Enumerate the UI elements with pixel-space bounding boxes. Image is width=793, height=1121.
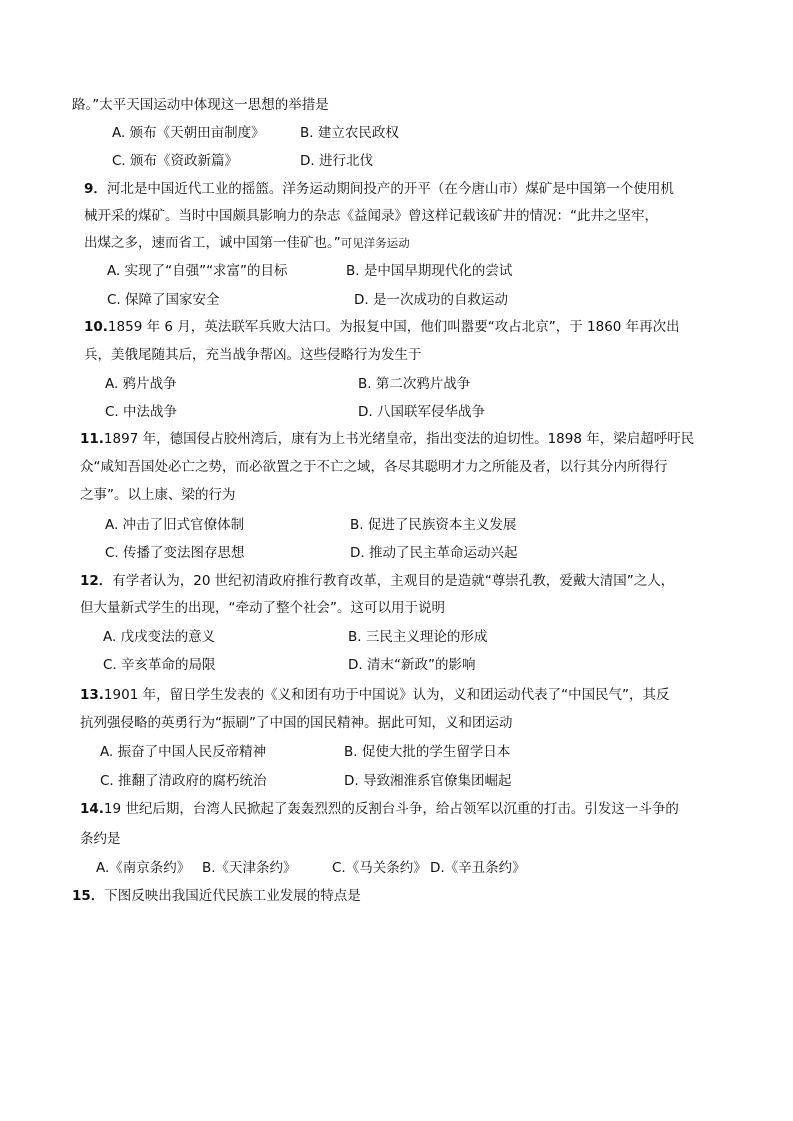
q9-stem-line1	[84, 180, 674, 198]
q8-option-c: C. 颁布《资政新篇》	[112, 153, 239, 169]
q11-option-a: A. 冲击了旧式官僚体制	[105, 517, 245, 533]
q12-option-c: C. 辛亥革命的局限	[103, 657, 216, 673]
q11-number: 11.	[80, 431, 104, 447]
q14-line1-text: 19 世纪后期，台湾人民掀起了轰轰烈烈的反割台斗争，给占领军以沉重的打击。引发这一斗争的	[103, 801, 679, 817]
q8-option-d: D. 进行北伐	[300, 153, 373, 169]
q9-option-a: A. 实现了“自强”“求富”的目标	[107, 263, 288, 279]
q13-option-d: D. 导致湘淮系官僚集团崛起	[344, 773, 512, 789]
q11-option-b: B. 促进了民族资本主义发展	[350, 517, 517, 533]
q14-option-b: B.《天津条约》	[202, 860, 297, 876]
q10-number: 10.	[84, 319, 108, 335]
q8-option-b: B. 建立农民政权	[300, 125, 399, 141]
q9-number: 9．	[84, 181, 107, 197]
q11-option-d: D. 推动了民主革命运动兴起	[350, 545, 518, 561]
q13-option-a: A. 振奋了中国人民反帝精神	[100, 744, 267, 760]
q12-option-b: B. 三民主义理论的形成	[348, 629, 488, 645]
q10-option-a: A. 鸦片战争	[105, 376, 177, 392]
q13-stem-line1	[80, 686, 670, 704]
q11-stem-line2: 众“咸知吾国处必亡之势，而必欲置之于不亡之域，各尽其聪明才力之所能及者，以行其分内所得行	[80, 459, 668, 475]
q12-stem-line1	[80, 572, 674, 590]
q10-option-b: B. 第二次鸦片战争	[358, 376, 471, 392]
q12-number: 12．	[80, 573, 113, 589]
q12-option-a: A. 戊戌变法的意义	[103, 629, 216, 645]
q11-option-c: C. 传播了变法图存思想	[105, 545, 245, 561]
q13-option-b: B. 促使大批的学生留学日本	[344, 744, 511, 760]
q12-line1-text: 有学者认为，20 世纪初清政府推行教育改革，主观目的是造就“尊崇孔教，爱戴大清国”之人，	[112, 573, 675, 589]
q10-option-d: D. 八国联军侵华战争	[358, 404, 485, 420]
q10-stem-line1	[84, 318, 680, 336]
q9-stem-line2: 械开采的煤矿。当时中国颇具影响力的杂志《益闻录》曾这样记载该矿井的情况：“此井之坚牢，	[84, 208, 658, 224]
q14-option-c: C.《马关条约》	[332, 860, 427, 876]
q13-number: 13.	[80, 687, 104, 703]
q13-stem-line2: 抗列强侵略的英勇行为“振刷”了中国的国民精神。据此可知，义和团运动	[80, 715, 513, 731]
q9-line3-text: 出煤之多，速而省工，诚中国第一佳矿也。”	[84, 235, 341, 251]
q15-line1-text: 下图反映出我国近代民族工业发展的特点是	[104, 888, 361, 904]
q14-number: 14.	[80, 801, 104, 817]
q9-line3-tail: 可见洋务运动	[340, 236, 410, 250]
q11-line1-text: 1897 年，德国侵占胶州湾后，康有为上书光绪皇帝，指出变法的迫切性。1898 年，梁启超呼吁民	[103, 431, 695, 447]
q14-stem-line2: 条约是	[80, 831, 121, 847]
q11-stem-line1	[80, 430, 694, 448]
q9-option-d: D. 是一次成功的自救运动	[354, 292, 508, 308]
q8-option-a: A. 颁布《天朝田亩制度》	[112, 125, 265, 141]
q12-option-d: D. 清末“新政”的影响	[348, 657, 476, 673]
q15-stem-line1	[72, 887, 361, 905]
q9-line1-text: 河北是中国近代工业的摇篮。洋务运动期间投产的开平（在今唐山市）煤矿是中国第一个使用机	[106, 181, 674, 197]
q10-option-c: C. 中法战争	[105, 404, 178, 420]
q14-option-d: D.《辛丑条约》	[430, 860, 526, 876]
q9-stem-line3	[84, 234, 410, 252]
q13-option-c: C. 推翻了清政府的腐朽统治	[100, 773, 267, 789]
q10-stem-line2: 兵，美俄尾随其后，充当战争帮凶。这些侵略行为发生于	[84, 347, 422, 363]
q9-option-c: C. 保障了国家安全	[107, 292, 220, 308]
q15-number: 15．	[72, 888, 105, 904]
q14-option-a: A.《南京条约》	[96, 860, 191, 876]
q12-stem-line2: 但大量新式学生的出现，“牵动了整个社会”。这可以用于说明	[80, 600, 445, 616]
q11-stem-line3: 之事”。以上康、梁的行为	[80, 487, 236, 503]
q13-line1-text: 1901 年，留日学生发表的《义和团有功于中国说》认为，义和团运动代表了“中国民气”，其反	[103, 687, 670, 703]
q14-stem-line1	[80, 800, 679, 818]
q8-stem: 路。”太平天国运动中体现这一思想的举措是	[72, 97, 329, 113]
q9-option-b: B. 是中国早期现代化的尝试	[346, 263, 513, 279]
q10-line1-text: 1859 年 6 月，英法联军兵败大沽口。为报复中国，他们叫嚣要“攻占北京”，于 1860 年再次出	[107, 319, 680, 335]
